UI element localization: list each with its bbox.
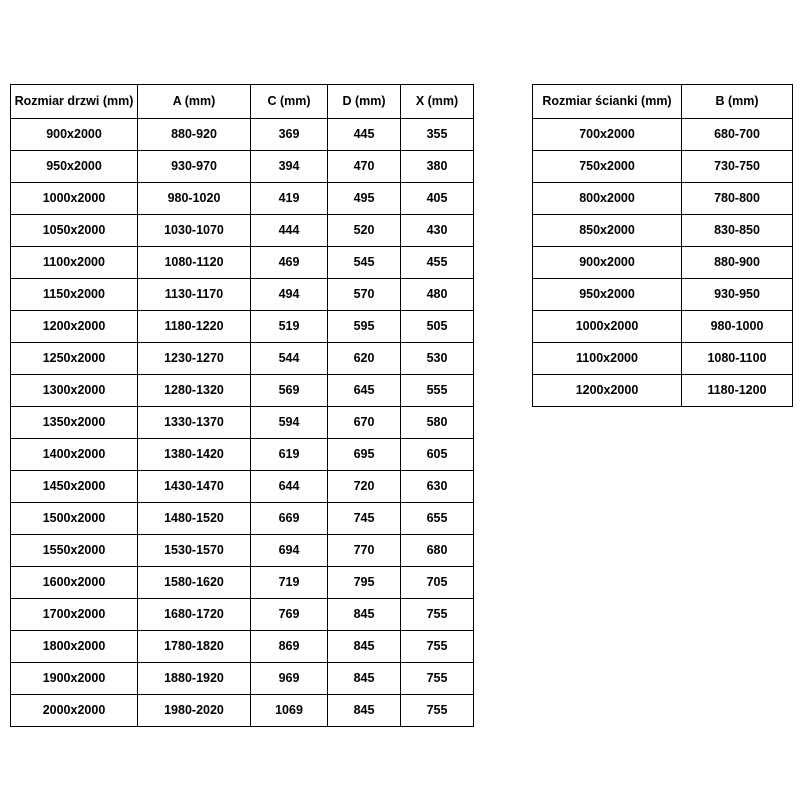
cell-d: 470 [328,151,401,183]
cell-c: 969 [251,663,328,695]
cell-a: 1130-1170 [138,279,251,311]
cell-b: 780-800 [682,183,793,215]
cell-b: 880-900 [682,247,793,279]
column-header-door-size: Rozmiar drzwi (mm) [11,85,138,119]
cell-x: 355 [401,119,474,151]
cell-c: 619 [251,439,328,471]
table-header-row [11,85,474,119]
cell-x: 680 [401,535,474,567]
table-row [533,279,793,311]
cell-c: 369 [251,119,328,151]
table-row [533,343,793,375]
cell-b: 730-750 [682,151,793,183]
column-header-c: C (mm) [251,85,328,119]
table-row [11,375,474,407]
table-row [11,535,474,567]
cell-x: 530 [401,343,474,375]
cell-c: 1069 [251,695,328,727]
cell-wall-size: 800x2000 [533,183,682,215]
cell-a: 1380-1420 [138,439,251,471]
cell-d: 445 [328,119,401,151]
table-row [11,215,474,247]
cell-door-size: 950x2000 [11,151,138,183]
cell-a: 1880-1920 [138,663,251,695]
cell-d: 745 [328,503,401,535]
cell-d: 595 [328,311,401,343]
cell-a: 1180-1220 [138,311,251,343]
cell-door-size: 1550x2000 [11,535,138,567]
column-header-d: D (mm) [328,85,401,119]
cell-a: 1980-2020 [138,695,251,727]
cell-c: 694 [251,535,328,567]
cell-door-size: 1350x2000 [11,407,138,439]
wall-size-table [532,84,793,407]
cell-c: 569 [251,375,328,407]
cell-a: 1330-1370 [138,407,251,439]
table-header-row [533,85,793,119]
table-row [11,183,474,215]
cell-a: 980-1020 [138,183,251,215]
cell-x: 580 [401,407,474,439]
cell-a: 880-920 [138,119,251,151]
table-row [533,247,793,279]
cell-wall-size: 1100x2000 [533,343,682,375]
cell-wall-size: 950x2000 [533,279,682,311]
cell-d: 845 [328,599,401,631]
cell-door-size: 1900x2000 [11,663,138,695]
table-row [11,247,474,279]
cell-d: 670 [328,407,401,439]
cell-x: 755 [401,631,474,663]
table-row [11,503,474,535]
cell-a: 1080-1120 [138,247,251,279]
cell-x: 705 [401,567,474,599]
cell-door-size: 2000x2000 [11,695,138,727]
cell-door-size: 900x2000 [11,119,138,151]
cell-a: 1530-1570 [138,535,251,567]
cell-door-size: 1000x2000 [11,183,138,215]
cell-x: 630 [401,471,474,503]
cell-x: 405 [401,183,474,215]
cell-d: 620 [328,343,401,375]
column-header-b: B (mm) [682,85,793,119]
cell-wall-size: 850x2000 [533,215,682,247]
cell-a: 1030-1070 [138,215,251,247]
table-row [533,375,793,407]
cell-c: 469 [251,247,328,279]
cell-a: 1280-1320 [138,375,251,407]
cell-b: 680-700 [682,119,793,151]
cell-wall-size: 750x2000 [533,151,682,183]
cell-door-size: 1250x2000 [11,343,138,375]
table-row [11,567,474,599]
cell-d: 695 [328,439,401,471]
cell-door-size: 1500x2000 [11,503,138,535]
cell-b: 830-850 [682,215,793,247]
cell-c: 419 [251,183,328,215]
cell-door-size: 1100x2000 [11,247,138,279]
cell-wall-size: 900x2000 [533,247,682,279]
cell-d: 845 [328,663,401,695]
cell-a: 1430-1470 [138,471,251,503]
doors-table-head [11,85,474,119]
cell-x: 555 [401,375,474,407]
cell-c: 494 [251,279,328,311]
cell-x: 755 [401,599,474,631]
cell-c: 644 [251,471,328,503]
column-header-wall-size: Rozmiar ścianki (mm) [533,85,682,119]
table-row [11,695,474,727]
cell-d: 770 [328,535,401,567]
table-row [533,151,793,183]
cell-d: 845 [328,631,401,663]
cell-x: 380 [401,151,474,183]
cell-c: 394 [251,151,328,183]
table-row [11,119,474,151]
cell-d: 520 [328,215,401,247]
cell-c: 544 [251,343,328,375]
cell-c: 669 [251,503,328,535]
cell-door-size: 1700x2000 [11,599,138,631]
doors-size-table [10,84,474,727]
cell-door-size: 1200x2000 [11,311,138,343]
cell-c: 594 [251,407,328,439]
cell-b: 930-950 [682,279,793,311]
wall-table-head [533,85,793,119]
table-row [11,631,474,663]
cell-x: 655 [401,503,474,535]
cell-b: 980-1000 [682,311,793,343]
table-row [11,311,474,343]
table-row [533,183,793,215]
cell-c: 719 [251,567,328,599]
table-row [533,119,793,151]
cell-x: 755 [401,695,474,727]
cell-x: 755 [401,663,474,695]
table-row [11,151,474,183]
cell-door-size: 1400x2000 [11,439,138,471]
table-row [533,311,793,343]
cell-door-size: 1800x2000 [11,631,138,663]
cell-d: 570 [328,279,401,311]
column-header-x: X (mm) [401,85,474,119]
cell-c: 869 [251,631,328,663]
table-row [11,599,474,631]
table-row [11,279,474,311]
cell-c: 769 [251,599,328,631]
cell-a: 930-970 [138,151,251,183]
column-header-a: A (mm) [138,85,251,119]
table-row [11,439,474,471]
cell-door-size: 1050x2000 [11,215,138,247]
cell-a: 1580-1620 [138,567,251,599]
table-row [11,407,474,439]
wall-table-body [533,119,793,407]
cell-d: 720 [328,471,401,503]
cell-door-size: 1450x2000 [11,471,138,503]
cell-c: 444 [251,215,328,247]
cell-a: 1230-1270 [138,343,251,375]
cell-x: 480 [401,279,474,311]
cell-x: 455 [401,247,474,279]
cell-x: 605 [401,439,474,471]
cell-a: 1480-1520 [138,503,251,535]
cell-d: 645 [328,375,401,407]
cell-d: 545 [328,247,401,279]
table-row [11,663,474,695]
cell-b: 1180-1200 [682,375,793,407]
cell-x: 430 [401,215,474,247]
cell-a: 1680-1720 [138,599,251,631]
table-row [11,471,474,503]
table-row [533,215,793,247]
cell-door-size: 1300x2000 [11,375,138,407]
cell-d: 495 [328,183,401,215]
cell-wall-size: 1000x2000 [533,311,682,343]
table-row [11,343,474,375]
doors-table-body [11,119,474,727]
wall-size-table-container [532,84,793,407]
cell-wall-size: 1200x2000 [533,375,682,407]
cell-d: 845 [328,695,401,727]
cell-d: 795 [328,567,401,599]
cell-c: 519 [251,311,328,343]
cell-b: 1080-1100 [682,343,793,375]
cell-x: 505 [401,311,474,343]
cell-a: 1780-1820 [138,631,251,663]
cell-door-size: 1600x2000 [11,567,138,599]
doors-size-table-container [10,84,474,727]
cell-wall-size: 700x2000 [533,119,682,151]
cell-door-size: 1150x2000 [11,279,138,311]
